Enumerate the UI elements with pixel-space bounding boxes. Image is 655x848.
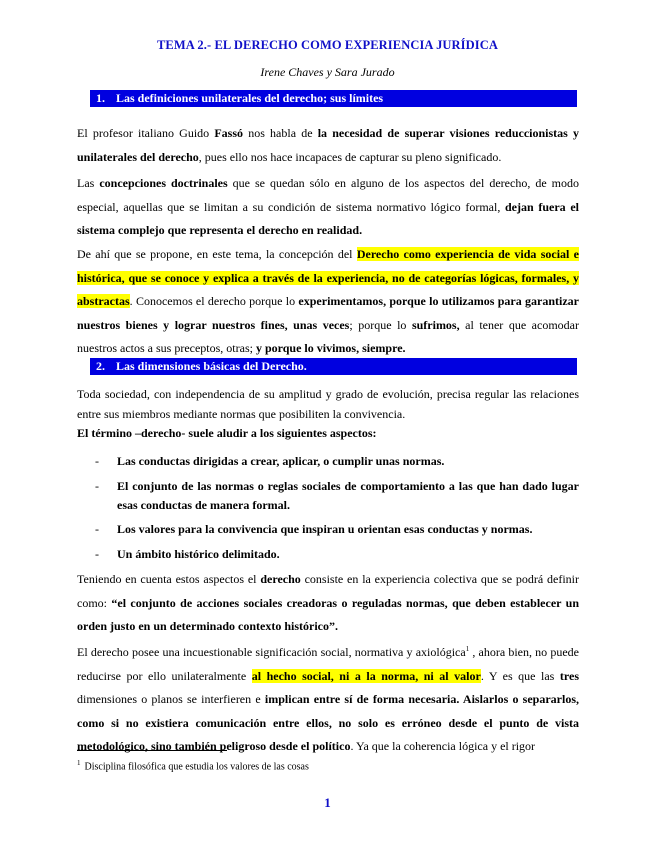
paragraph-5: El término –derecho- suele aludir a los siguientes aspectos:: [77, 426, 377, 440]
document-authors: Irene Chaves y Sara Jurado: [260, 65, 395, 79]
text-run-bold: concepciones doctrinales: [99, 176, 228, 190]
text-run: El profesor italiano Guido: [77, 126, 215, 140]
paragraph-7: [77, 638, 579, 759]
text-run: dimensiones o planos se interfieren e: [77, 692, 265, 706]
text-run: al tener que acomodar nuestros actos a sus preceptos, otras;: [77, 317, 579, 355]
highlighted-text: al hecho social, ni a la norma, ni al valor: [251, 668, 481, 683]
list-item-text: Los valores para la convivencia que inspiran u orientan esas conductas y normas.: [117, 522, 533, 536]
text-run: De ahí que se propone, en este tema, la concepción del: [77, 247, 357, 261]
text-run-bold: “el conjunto de acciones sociales creadoras o reguladas normas, que deben establecer un orden justo en un determinado contexto histórico”.: [77, 595, 580, 633]
text-run: . Ya que la coherencia lógica y el rigor: [350, 739, 536, 753]
section-number: 1.: [96, 91, 105, 105]
paragraph-6: [77, 568, 579, 639]
text-run: ; porque lo: [349, 317, 412, 332]
text-run-bold: la necesidad de superar visiones reduccionistas y unilaterales del derecho: [77, 126, 579, 164]
bullet-dash: -: [95, 522, 99, 536]
text-run: nos habla de: [243, 126, 318, 140]
list-item: [77, 477, 579, 515]
text-run-bold: derecho: [260, 572, 301, 586]
list-item: [77, 545, 579, 564]
footnote-reference[interactable]: 1: [465, 645, 470, 653]
section-title: Las definiciones unilaterales del derecho; sus límites: [116, 91, 384, 105]
text-run: , ahora bien, no puede reducirse por ello unilateralmente: [77, 645, 579, 683]
list-item-text: Un ámbito histórico delimitado.: [117, 547, 280, 561]
paragraph-1: [77, 122, 579, 169]
section-heading-2: [90, 358, 577, 375]
text-run-bold: dejan fuera el sistema complejo que representa el derecho en realidad.: [77, 199, 580, 237]
text-run-bold: experimentamos, porque lo utilizamos para garantizar nuestros bienes y lograr nuestros fines, unas veces: [77, 294, 579, 332]
section-heading-1: [90, 90, 577, 107]
text-run: Las: [77, 176, 100, 190]
list-item: [77, 520, 579, 539]
text-run: consiste en la experiencia colectiva que se podrá definir como:: [77, 572, 579, 610]
page-number: 1: [324, 795, 331, 810]
text-run: , pues ello nos hace incapaces de capturar su pleno significado.: [198, 149, 502, 164]
text-run-bold: tres: [559, 668, 579, 683]
section-number: 2.: [96, 359, 105, 373]
text-run-bold: Fassó: [214, 126, 244, 140]
footnote-divider: [77, 750, 227, 751]
paragraph-2: [77, 172, 579, 243]
footnote-number: 1: [77, 759, 81, 767]
paragraph-4: Toda sociedad, con independencia de su amplitud y grado de evolución, precisa regular las relaciones entre sus miembros mediante normas que posibiliten la convivencia.: [77, 387, 579, 421]
text-run: Teniendo en cuenta estos aspectos el: [77, 572, 261, 586]
text-run-bold: implican entre sí de forma necesaria. Aislarlos o separarlos, como si no existiera comunicación entre ellos, no solo es erróneo desde el punto de vista metodológico, sino también peligroso desde el político: [77, 692, 579, 753]
text-run: . Y es que las: [480, 668, 560, 683]
paragraph-3: [77, 243, 579, 361]
footnote-text: Disciplina filosófica que estudia los valores de las cosas: [84, 761, 309, 773]
bullet-dash: -: [95, 454, 99, 468]
list-item-text: Las conductas dirigidas a crear, aplicar, o cumplir unas normas.: [117, 454, 445, 468]
bullet-dash: -: [95, 547, 99, 561]
list-item: [77, 452, 579, 471]
text-run: que se quedan sólo en alguno de los aspectos del derecho, de modo especial, aquellas que se limitan a su condición de sistema normativo lógico formal,: [77, 176, 579, 214]
text-run: El derecho posee una incuestionable significación social, normativa y axiológica: [77, 645, 466, 659]
list-item-text: El conjunto de las normas o reglas sociales de comportamiento a las que han dado lugar esas conductas de manera formal.: [117, 479, 579, 512]
text-run-bold: y porque lo vivimos, siempre.: [255, 341, 406, 355]
document-title: TEMA 2.- EL DERECHO COMO EXPERIENCIA JURÍDICA: [157, 38, 498, 52]
highlighted-text: Derecho como experiencia de vida social e histórica, que se conoce y explica a través de la experiencia, no de categorías lógicas, formales, y abstractas: [77, 247, 579, 308]
section-title: Las dimensiones básicas del Derecho.: [116, 359, 307, 373]
text-run: . Conocemos el derecho porque lo: [129, 294, 299, 308]
bullet-dash: -: [95, 479, 99, 493]
text-run-bold: sufrimos,: [411, 317, 460, 332]
footnote: [77, 759, 309, 772]
